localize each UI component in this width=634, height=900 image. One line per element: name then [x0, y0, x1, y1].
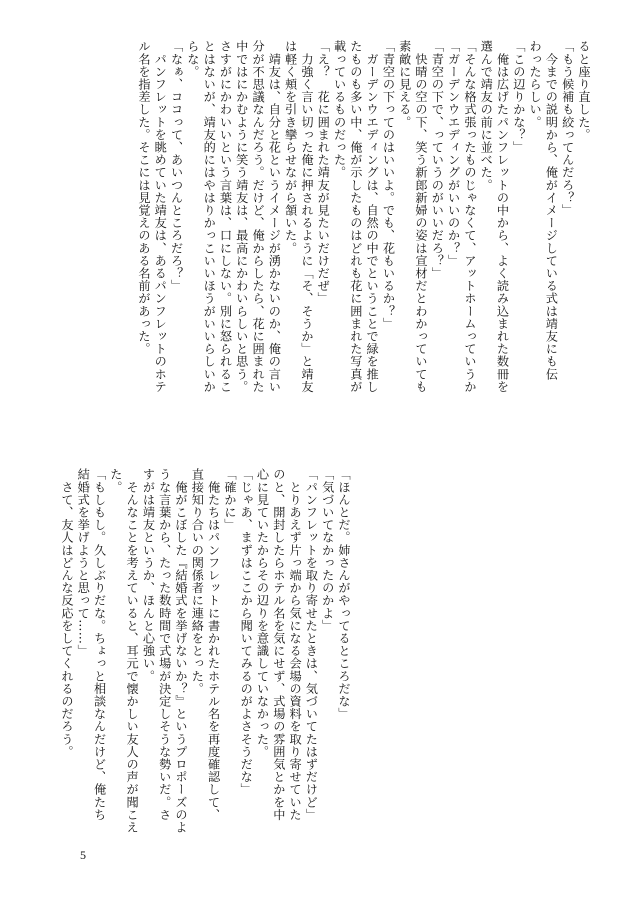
text-line: 「そんな格式張ったものじゃなくて、アットホームっていうか [462, 40, 477, 393]
text-line: うな言葉から、たった数時間で式場が決定しそうな勢いだ。さ [157, 468, 172, 821]
text-line: ガーデンウエディングは、自然の中でということで緑を推し [365, 40, 380, 393]
text-line: とはないが、靖友的にはやはりかっこいいほうがいいらしいか [202, 40, 217, 393]
text-line: 分が不思議なんだろう。だけど、俺からしたら、花に囲まれた [251, 40, 266, 393]
text-line: 俺は広げたパンフレットの中から、よく読み込まれた数冊を [495, 40, 510, 393]
text-line: 選んで靖友の前に並べた。 [479, 40, 494, 192]
text-line: すがは靖友というか、ほんと心強い。 [141, 468, 156, 683]
text-line: 「なぁ、ココって、あいつんところだろ？」 [169, 40, 184, 292]
text-line: 「青空の下で、っていうのがいいだろ？」 [430, 40, 445, 280]
text-line: た。 [108, 468, 123, 494]
text-line: わったらしい。 [528, 40, 543, 129]
text-line: 「パンフレットを取り寄せたときは、気づいてたはずだけど」 [304, 468, 319, 821]
text-line: 「じゃあ、まずはここから聞いてみるのがよさそうだな」 [239, 468, 254, 796]
text-line: 「ガーデンウエディングがいいのか？」 [446, 40, 461, 267]
text-line: 「もう候補も絞ってんだろ？」 [560, 40, 575, 217]
text-line: さすがにかわいいという言葉は、口にしない。別に怒られるこ [218, 40, 233, 393]
text-line: 「気づいてなかったのかよ」 [320, 468, 335, 632]
text-line: 「もしもし。久しぶりだな。ちょっと相談なんだけど、俺たち [92, 468, 107, 821]
text-line: 俺がこぼした『結婚式を挙げないか？』というプロポーズのよ [174, 468, 189, 834]
text-line: 今までの説明から、俺がイメージしている式は靖友にも伝 [544, 40, 559, 381]
text-line: 結婚式を挙げようと思って……」 [76, 468, 91, 657]
text-line: パンフレットを眺めていた靖友は、あるパンフレットのホテ [153, 40, 168, 393]
text-line: のと、開封したらホテル名を気にせず、式場の雰囲気とかを中 [271, 468, 286, 821]
text-line: 「え？ 花に囲まれた靖友が見たいだけだぜ」 [316, 40, 331, 305]
text-line: そんなことを考えていると、耳元で懐かしい友人の声が聞こえ [125, 468, 140, 834]
text-block-top [102, 40, 592, 490]
text-line: さて、友人はどんな反応をしてくれるのだろう。 [59, 468, 74, 758]
text-line: 「確かに」 [222, 468, 237, 531]
text-line: 中ではにかむように笑う靖友は、最高にかわいらしいと思う。 [234, 40, 249, 393]
text-line: とりあえず片っ端から気になる会場の資料を取り寄せていた [288, 468, 303, 821]
text-line: 靖友は、自分と花というイメージが湧かないのか、俺の言い [267, 40, 282, 393]
text-line: 心に見ていたからその辺りを意識していなかった。 [255, 468, 270, 758]
text-line: 直接知り合いの関係者に連絡をとった。 [190, 468, 205, 695]
text-line: 力強く言い切った俺に押されるように「そ、そうか」と靖友 [299, 40, 314, 393]
text-block-bottom [59, 468, 352, 834]
text-line: 「青空の下ってのはいいよ。でも、花もいるか？」 [381, 40, 396, 330]
text-line: ると座り直した。 [577, 40, 591, 141]
text-line: 載っているものだった。 [332, 40, 347, 179]
text-line: 「この辺りかな？」 [511, 40, 526, 154]
text-line: 快晴の空の下、笑う新郎新婦の姿は宣材だとわかっていても [414, 40, 429, 393]
text-line: 素敵に見える。 [397, 40, 412, 129]
text-line: たものも多い中、俺が示したものはどれも花に囲まれた写真が [348, 40, 363, 393]
text-line: 「ほんとだ。姉さんがやってるところだな」 [337, 468, 351, 720]
text-line: らな。 [185, 40, 200, 78]
text-line: は軽く頬を引き攣らせながら頷いた。 [283, 40, 298, 255]
text-line: 俺たちはパンフレットに書かれたホテル名を再度確認して、 [206, 468, 221, 821]
page-number: 5 [80, 848, 86, 862]
text-line: ル名を指差した。そこには見覚えのある名前があった。 [136, 40, 151, 355]
